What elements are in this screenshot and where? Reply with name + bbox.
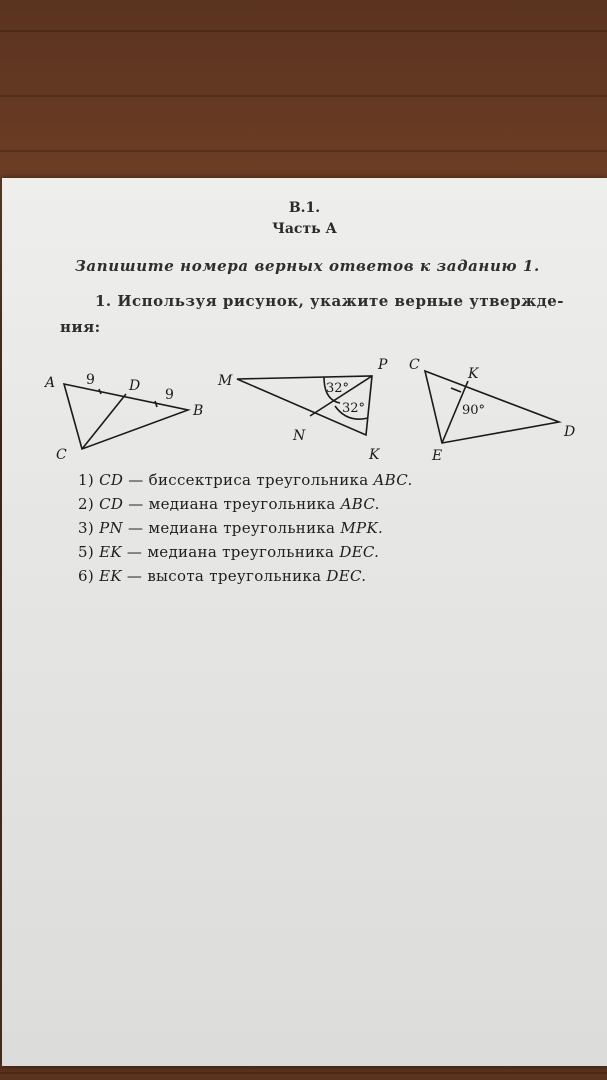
tick-mark — [99, 389, 101, 394]
task-text-line1: 1. Используя рисунок, укажите верные утвержде- — [95, 292, 565, 310]
label-side-9: 9 — [86, 372, 95, 388]
answer-option-6: 6) EK — высота треугольника DEC. — [78, 567, 367, 585]
label-a: A — [45, 375, 56, 391]
part-heading: Часть А — [272, 221, 337, 237]
answer-option-3: 3) PN — медиана треугольника MPK. — [78, 519, 384, 537]
label-angle-32: 32° — [342, 401, 366, 416]
label-angle-32: 32° — [326, 381, 350, 396]
figure-triangle-dec — [425, 371, 559, 443]
triangle-dec-outline — [425, 371, 559, 443]
label-d: D — [564, 424, 576, 440]
right-angle-mark — [451, 388, 461, 392]
label-b: B — [193, 403, 204, 419]
label-n: N — [293, 428, 306, 444]
label-k: K — [468, 366, 479, 382]
wood-grain — [0, 150, 607, 152]
tick-mark — [155, 401, 157, 407]
label-side-9: 9 — [165, 387, 174, 403]
label-c: C — [409, 357, 420, 373]
answer-option-2: 2) CD — медиана треугольника ABC. — [78, 495, 380, 513]
geometry-figures — [2, 178, 607, 1066]
answer-options-list — [78, 468, 413, 588]
instruction-text: Запишите номера верных ответов к заданию 1. — [75, 257, 540, 275]
wood-grain — [0, 1072, 607, 1074]
label-angle-90: 90° — [462, 403, 486, 418]
task-text-line2: ния: — [60, 318, 101, 336]
wood-grain — [0, 95, 607, 97]
worksheet-paper — [2, 178, 607, 1066]
label-d: D — [129, 378, 141, 394]
label-c: C — [56, 447, 67, 463]
label-k: K — [369, 447, 380, 463]
wood-grain — [0, 30, 607, 32]
answer-option-5: 5) EK — медиана треугольника DEC. — [78, 543, 380, 561]
variant-heading: В.1. — [288, 200, 321, 216]
answer-option-1: 1) CD — биссектриса треугольника ABC. — [78, 471, 413, 489]
label-p: P — [378, 357, 388, 373]
label-e: E — [432, 448, 443, 464]
label-m: M — [218, 373, 233, 389]
